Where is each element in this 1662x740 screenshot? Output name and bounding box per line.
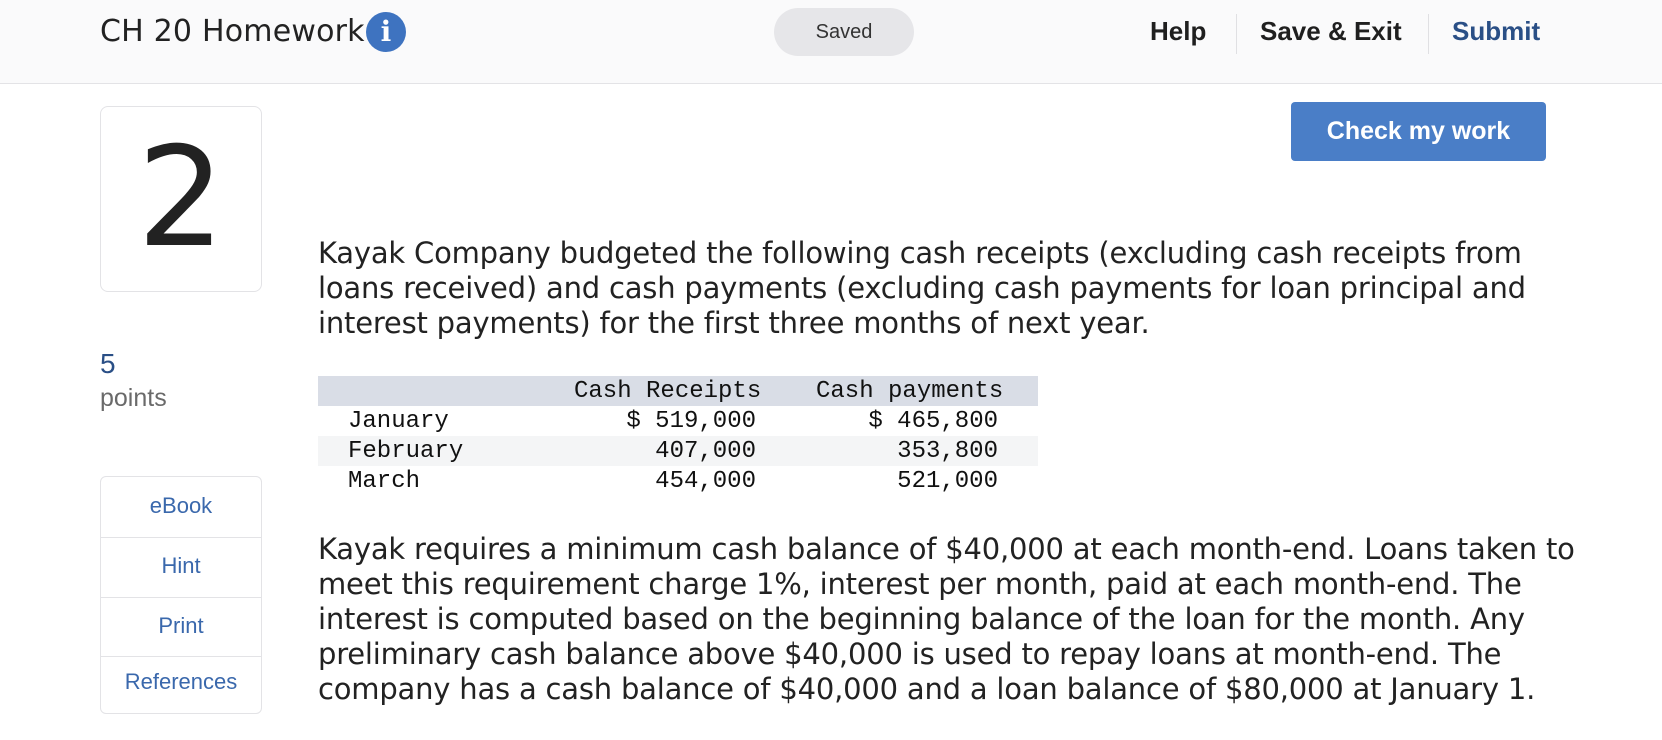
table-row (318, 436, 1038, 466)
menu-divider (101, 656, 261, 657)
assignment-title: CH 20 Homework (100, 14, 365, 49)
cash-budget-table (318, 376, 1038, 496)
menu-divider (101, 597, 261, 598)
nav-divider (1236, 14, 1237, 54)
month-cell: March (348, 468, 421, 495)
points-value: 5 (100, 348, 116, 379)
menu-divider (101, 537, 261, 538)
payments-cell: 353,800 (897, 438, 998, 465)
submit-link[interactable]: Submit (1452, 16, 1541, 46)
table-row (318, 406, 1038, 436)
save-exit-link[interactable]: Save & Exit (1260, 16, 1402, 46)
question-requirements-text: Kayak requires a minimum cash balance of $40,000 at each month-end. Loans taken to meet this requirement charge 1%, interest per month, paid at each month-end. The interest is computed based on the beginning balance of the loan for the month. Any preliminary cash balance above $40,000 is used to repay loans at month-end. The company has a cash balance of $40,000 and a loan balance of $80,000 at January 1. (318, 532, 1575, 706)
points-label: points (100, 384, 167, 412)
saved-status-badge: Saved (774, 8, 914, 56)
hint-link[interactable]: Hint (161, 553, 201, 578)
help-link[interactable]: Help (1150, 16, 1207, 46)
question-tools-menu (100, 476, 262, 714)
table-header-row (318, 376, 1038, 406)
print-link[interactable]: Print (158, 613, 204, 638)
question-intro-text: Kayak Company budgeted the following cash receipts (excluding cash receipts from loans received) and cash payments (excluding cash payments for loan principal and interest payments) for the first three months of next year. (318, 236, 1526, 340)
payments-cell: 521,000 (897, 468, 998, 495)
receipts-cell: 454,000 (655, 468, 756, 495)
receipts-cell: $ 519,000 (626, 408, 756, 435)
payments-cell: $ 465,800 (868, 408, 998, 435)
nav-divider (1428, 14, 1429, 54)
info-icon[interactable]: i (366, 12, 406, 52)
table-row (318, 466, 1038, 496)
receipts-cell: 407,000 (655, 438, 756, 465)
check-my-work-button[interactable]: Check my work (1291, 102, 1546, 161)
header-cash-payments: Cash payments (816, 378, 1004, 405)
month-cell: January (348, 408, 449, 435)
question-number-card (100, 106, 262, 292)
ebook-link[interactable]: eBook (149, 493, 213, 518)
month-cell: February (348, 438, 464, 465)
header-cash-receipts: Cash Receipts (574, 378, 762, 405)
question-number: 2 (137, 117, 225, 278)
references-link[interactable]: References (124, 669, 238, 694)
top-bar (0, 0, 1662, 84)
